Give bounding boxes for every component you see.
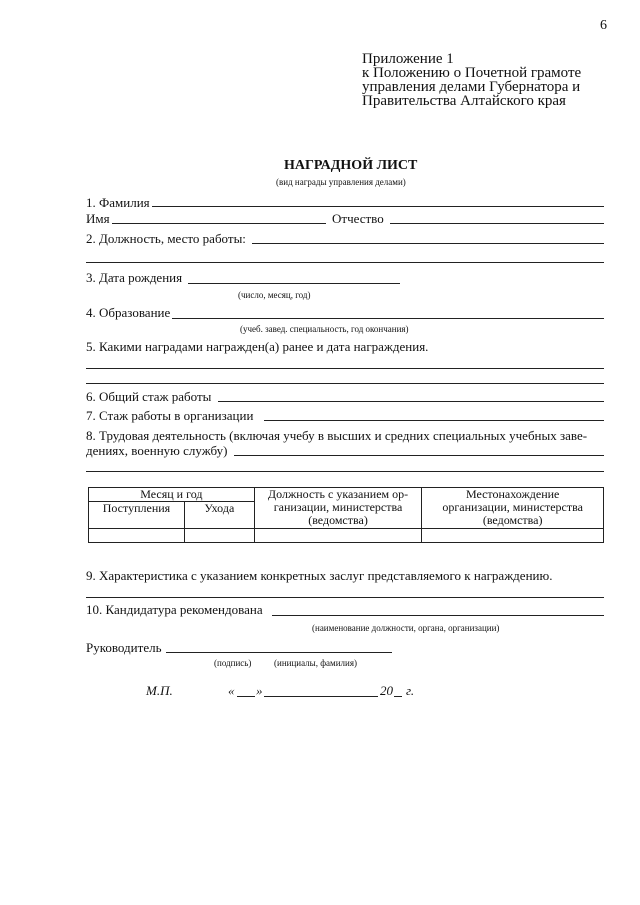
name-label: Имя <box>86 211 110 226</box>
head-signature-field[interactable] <box>166 652 392 653</box>
cell-exit[interactable] <box>184 529 254 543</box>
position-label: 2. Должность, место работы: <box>86 231 246 246</box>
date-year-suffix: г. <box>406 683 415 698</box>
surname-field[interactable] <box>152 206 604 207</box>
page-number: 6 <box>600 18 607 33</box>
name-field[interactable] <box>112 223 326 224</box>
signature-hint: (подпись) <box>214 658 252 668</box>
stamp-label: М.П. <box>146 683 173 698</box>
document-subtitle: (вид награды управления делами) <box>276 177 406 187</box>
appendix-block <box>362 52 581 108</box>
birth-date-label: 3. Дата рождения <box>86 270 183 285</box>
date-close-quote: » <box>256 683 263 698</box>
appendix-line-3: управления делами Губернатора и <box>362 79 581 95</box>
header-position: Должность с указанием ор- ганизации, министерства (ведомства) <box>254 488 422 529</box>
cell-position[interactable] <box>254 529 422 543</box>
candidacy-label: 10. Кандидатура рекомендована <box>86 602 263 617</box>
date-year-field[interactable] <box>394 696 402 697</box>
date-month-field[interactable] <box>264 696 378 697</box>
position-field-extra[interactable] <box>86 262 604 263</box>
awards-field-1[interactable] <box>86 368 604 369</box>
patronymic-field[interactable] <box>390 223 604 224</box>
education-label: 4. Образование <box>86 305 171 320</box>
work-activity-label-1: 8. Трудовая деятельность (включая учебу в высших и средних специальных учебных заве- <box>86 428 588 443</box>
candidacy-field[interactable] <box>272 615 604 616</box>
date-day-field[interactable] <box>237 696 255 697</box>
cell-location[interactable] <box>422 529 604 543</box>
patronymic-label: Отчество <box>332 211 384 226</box>
org-experience-label: 7. Стаж работы в организации <box>86 408 254 423</box>
total-experience-label: 6. Общий стаж работы <box>86 389 212 404</box>
work-history-table <box>88 487 604 543</box>
birth-date-field[interactable] <box>188 283 400 284</box>
appendix-line-1: Приложение 1 <box>362 51 454 67</box>
position-field[interactable] <box>252 243 604 244</box>
appendix-line-2: к Положению о Почетной грамоте <box>362 65 582 81</box>
work-activity-field-2[interactable] <box>86 471 604 472</box>
appendix-line-4: Правительства Алтайского края <box>362 93 566 109</box>
date-open-quote: « <box>228 683 235 698</box>
candidacy-hint: (наименование должности, органа, организации) <box>312 623 500 633</box>
characteristics-label: 9. Характеристика с указанием конкретных заслуг представляемого к награждению. <box>86 568 553 583</box>
header-entry: Поступления <box>89 502 185 529</box>
characteristics-field[interactable] <box>86 597 604 598</box>
surname-label: 1. Фамилия <box>86 195 150 210</box>
work-activity-field-1[interactable] <box>234 455 604 456</box>
head-label: Руководитель <box>86 640 162 655</box>
education-hint: (учеб. завед. специальность, год окончания) <box>240 324 409 334</box>
header-exit: Ухода <box>184 502 254 529</box>
initials-hint: (инициалы, фамилия) <box>274 658 357 668</box>
header-month-year: Месяц и год <box>89 488 255 502</box>
education-field[interactable] <box>172 318 604 319</box>
awards-field-2[interactable] <box>86 383 604 384</box>
awards-label: 5. Какими наградами награжден(а) ранее и дата награждения. <box>86 339 429 354</box>
document-title: НАГРАДНОЙ ЛИСТ <box>284 158 418 173</box>
org-experience-field[interactable] <box>264 420 604 421</box>
work-activity-label-2: дениях, военную службу) <box>86 443 228 458</box>
total-experience-field[interactable] <box>218 401 604 402</box>
birth-date-hint: (число, месяц, год) <box>238 290 311 300</box>
cell-entry[interactable] <box>89 529 185 543</box>
date-year-prefix: 20 <box>380 683 393 698</box>
header-location: Местонахождение организации, министерства (ведомства) <box>422 488 604 529</box>
